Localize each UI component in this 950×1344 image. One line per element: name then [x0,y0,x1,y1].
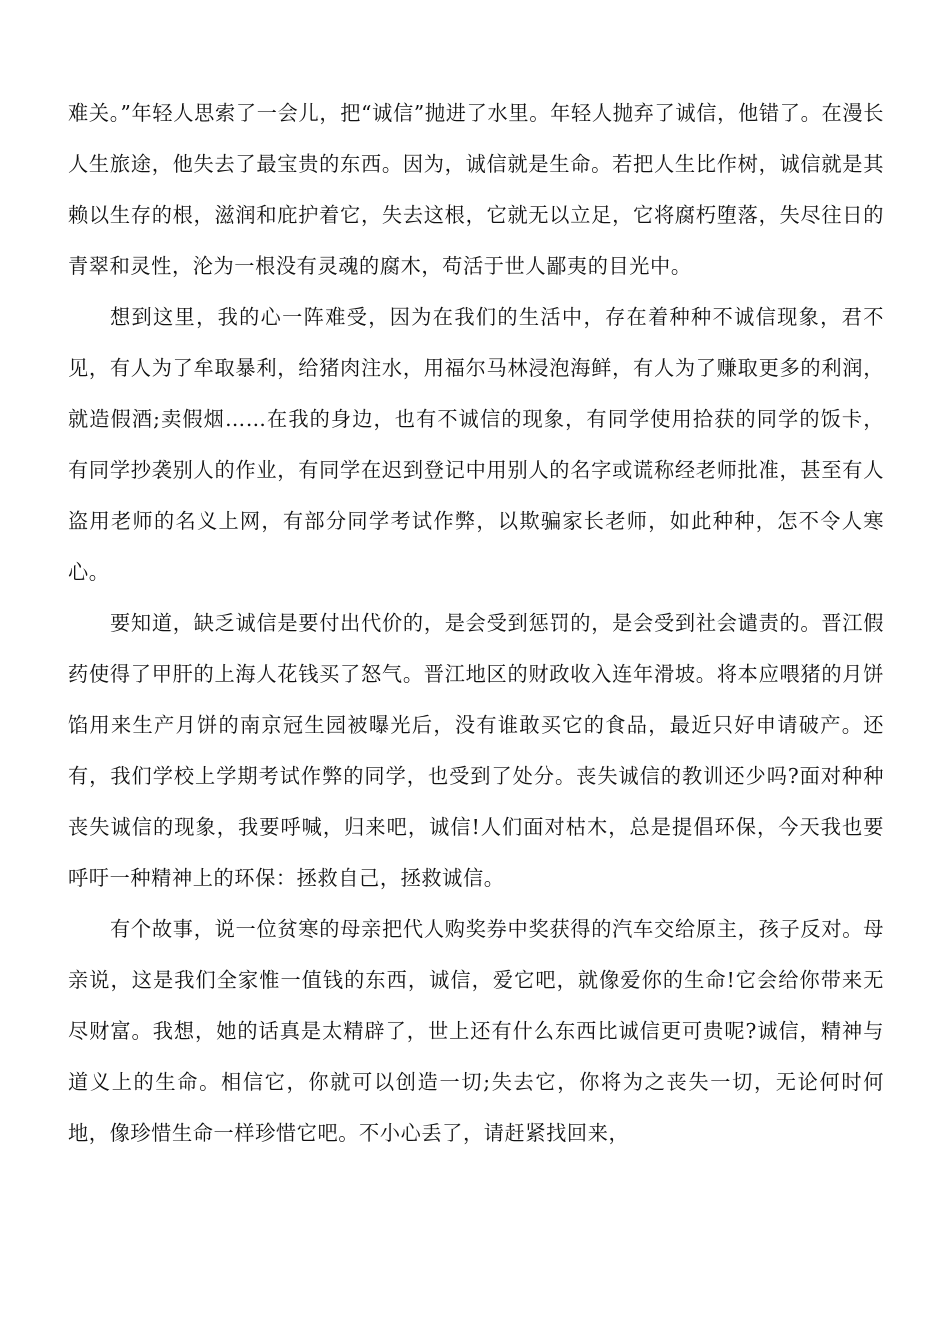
paragraph-continuation: 难关。”年轻人思索了一会儿，把“诚信”抛进了水里。年轻人抛弃了诚信，他错了。在漫长人生旅途，他失去了最宝贵的东西。因为，诚信就是生命。若把人生比作树，诚信就是其赖以生存的根，滋润和庇护着它，失去这根，它就无以立足，它将腐朽堕落，失尽往日的青翠和灵性，沦为一根没有灵魂的腐木，苟活于世人鄙夷的目光中。 [68,101,884,278]
document-page [68,88,884,1159]
paragraph-mother-story: 有个故事，说一位贫寒的母亲把代人购奖券中奖获得的汽车交给原主，孩子反对。母亲说，这是我们全家惟一值钱的东西，诚信，爱它吧，就像爱你的生命!它会给你带来无尽财富。我想，她的话真是太精辟了，世上还有什么东西比诚信更可贵呢?诚信，精神与道义上的生命。相信它，你就可以创造一切;失去它，你将为之丧失一切，无论何时何地，像珍惜生命一样珍惜它吧。不小心丢了，请赶紧找回来， [68,917,884,1145]
paragraph-cost-of-dishonesty: 要知道，缺乏诚信是要付出代价的，是会受到惩罚的，是会受到社会谴责的。晋江假药使得了甲肝的上海人花钱买了怒气。晋江地区的财政收入连年滑坡。将本应喂猪的月饼馅用来生产月饼的南京冠生园被曝光后，没有谁敢买它的食品，最近只好申请破产。还有，我们学校上学期考试作弊的同学，也受到了处分。丧失诚信的教训还少吗?面对种种丧失诚信的现象，我要呼喊，归来吧，诚信!人们面对枯木，总是提倡环保，今天我也要呼吁一种精神上的环保：拯救自己，拯救诚信。 [68,611,884,890]
paragraph-dishonesty-phenomena: 想到这里，我的心一阵难受，因为在我们的生活中，存在着种种不诚信现象，君不见，有人为了牟取暴利，给猪肉注水，用福尔马林浸泡海鲜，有人为了赚取更多的利润，就造假酒;卖假烟……在我的身边，也有不诚信的现象，有同学使用拾获的同学的饭卡，有同学抄袭别人的作业，有同学在迟到登记中用别人的名字或谎称经老师批准，甚至有人盗用老师的名义上网，有部分同学考试作弊，以欺骗家长老师，如此种种，怎不令人寒心。 [68,305,884,584]
